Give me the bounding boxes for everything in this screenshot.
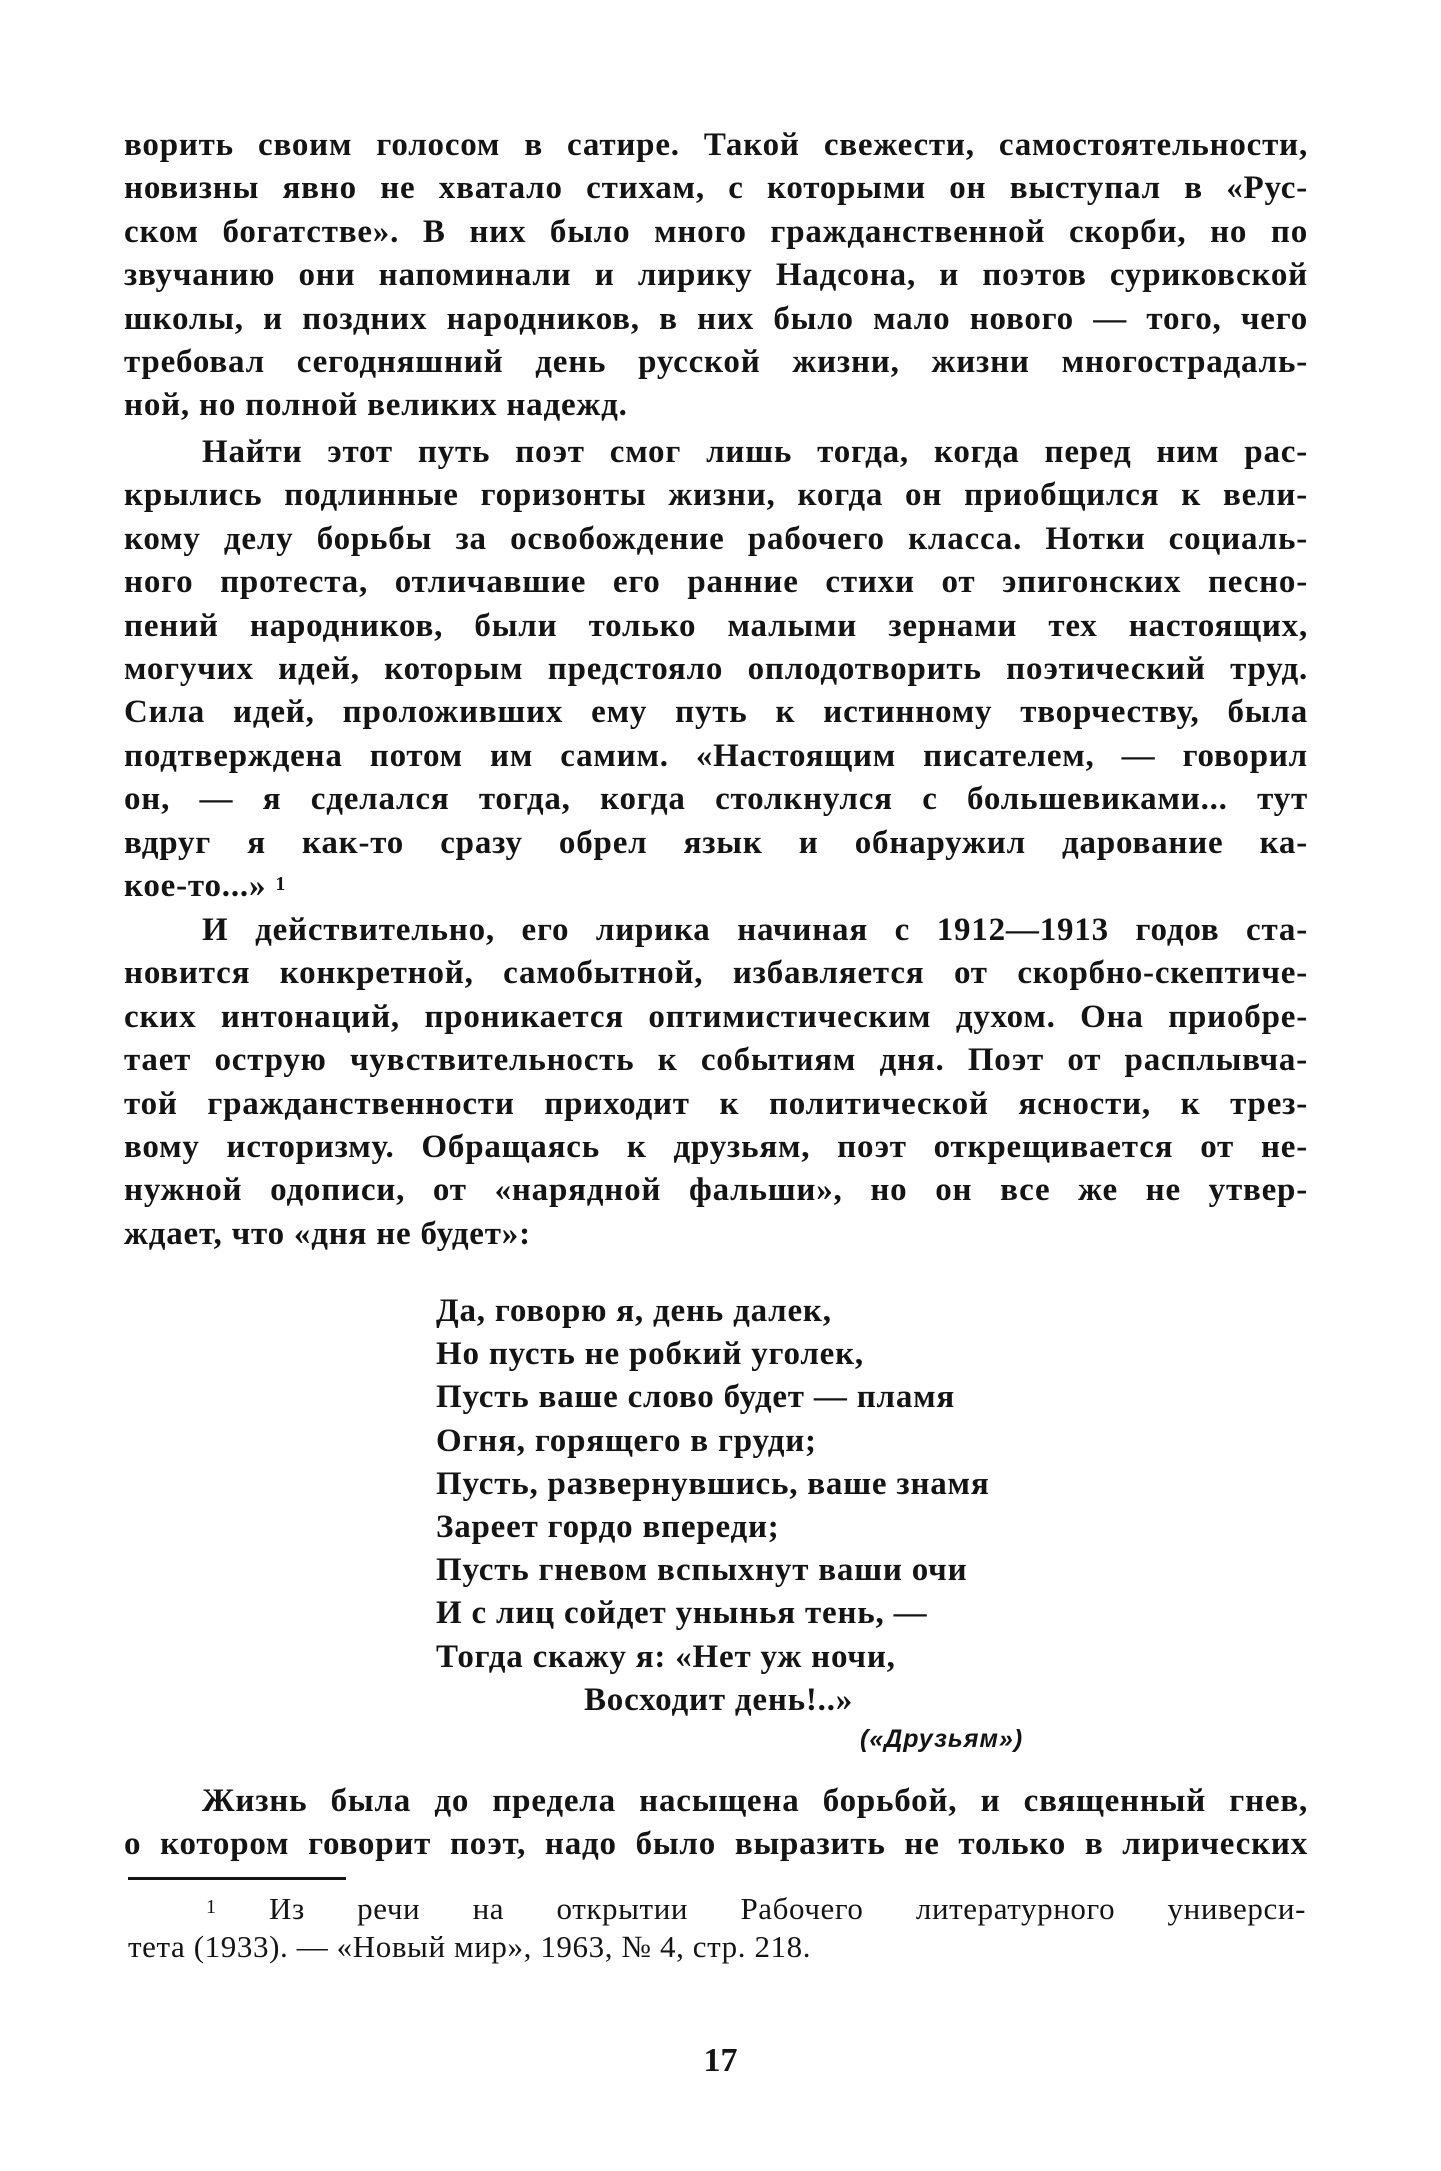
text-line: Найти этот путь поэт смог лишь тогда, когда перед ним рас- — [202, 434, 1308, 470]
text-line: кому делу борьбы за освобождение рабочего класса. Нотки социаль- — [124, 520, 1308, 557]
text-line: требовал сегодняшний день русской жизни, жизни многострадаль- — [124, 344, 1308, 381]
poem-line: Зареет гордо впереди; — [436, 1509, 780, 1546]
paragraph-2 — [124, 431, 1308, 908]
text-line: Сила идей, проложивших ему путь к истинному творчеству, была — [124, 694, 1308, 731]
poem-final-line: Восходит день!..» — [584, 1681, 854, 1718]
text-line: ском богатстве». В них было много гражданственной скорби, но по — [124, 213, 1308, 250]
page-number: 17 — [703, 2042, 738, 2079]
poem-line: Тогда скажу я: «Нет уж ночи, — [436, 1638, 896, 1675]
poem-line: Пусть ваше слово будет — пламя — [436, 1379, 956, 1416]
text-line: тает острую чувствительность к событиям дня. Поэт от расплывча- — [124, 1042, 1308, 1079]
text-line: о котором говорит поэт, надо было выразить не только в лирических — [124, 1826, 1308, 1863]
text-line: Жизнь была до предела насыщена борьбой, и священный гнев, — [202, 1783, 1308, 1819]
footnote-line: тета (1933). — «Новый мир», 1963, № 4, стр. 218. — [128, 1929, 812, 1964]
paragraph-4 — [124, 1780, 1308, 1867]
text-line: пений народников, были только малыми зернами тех настоящих, — [124, 607, 1308, 644]
text-line: ворить своим голосом в сатире. Такой свежести, самостоятельности, — [124, 127, 1308, 163]
poem-quote — [436, 1290, 990, 1722]
text-line: новится конкретной, самобытной, избавляется от скорбно-скептиче- — [124, 955, 1308, 992]
paragraph-1 — [124, 124, 1308, 428]
footnote-reference: 1 — [275, 873, 287, 896]
footnote-text: Из речи на открытии Рабочего литературного универси- — [268, 1891, 1306, 1926]
text-line: крылись подлинные горизонты жизни, когда он приобщился к вели- — [124, 477, 1308, 514]
text-line: вдруг я как-то сразу обрел язык и обнаружил дарование ка- — [124, 824, 1308, 861]
text-line: вому историзму. Обращаясь к друзьям, поэт открещивается от не- — [124, 1129, 1308, 1166]
text-line: нужной одописи, от «нарядной фальши», но он все же не утвер- — [124, 1172, 1308, 1209]
text-line: он, — я сделался тогда, когда столкнулся с большевиками... тут — [124, 781, 1308, 818]
poem-line: Но пусть не робкий уголек, — [436, 1336, 864, 1373]
text-line: той гражданственности приходит к политической ясности, к трез- — [124, 1085, 1308, 1122]
text-line-content: кое-то...» — [124, 868, 267, 905]
text-line: могучих идей, которым предстояло оплодотворить поэтический труд. — [124, 651, 1308, 688]
poem-line: Да, говорю я, день далек, — [436, 1293, 832, 1329]
text-line: И действительно, его лирика начиная с 1912—1913 годов ста- — [202, 912, 1308, 948]
poem-line: Пусть гневом вспыхнут ваши очи — [436, 1552, 968, 1589]
footnote-mark: 1 — [206, 1896, 217, 1918]
paragraph-3 — [124, 909, 1308, 1256]
text-line: школы, и поздних народников, в них было мало нового — того, чего — [124, 300, 1308, 337]
footnote-divider — [128, 1877, 346, 1880]
poem-line: И с лиц сойдет унынья тень, — — [436, 1595, 928, 1632]
text-line: новизны явно не хватало стихам, с которыми он выступал в «Рус- — [124, 170, 1308, 207]
poem-source: («Друзьям») — [860, 1725, 1024, 1753]
footnote — [128, 1890, 1306, 1966]
footnote-line — [128, 1890, 1306, 1928]
text-line — [124, 865, 1308, 908]
text-line: ских интонаций, проникается оптимистическим духом. Она приобре- — [124, 998, 1308, 1035]
text-line: ной, но полной великих надежд. — [124, 387, 628, 424]
text-line: подтверждена потом им самим. «Настоящим писателем, — говорил — [124, 737, 1308, 774]
text-line: звучанию они напоминали и лирику Надсона, и поэтов суриковской — [124, 257, 1308, 294]
text-line: ждает, что «дня не будет»: — [124, 1215, 531, 1252]
poem-line: Огня, горящего в груди; — [436, 1422, 817, 1459]
text-line: ного протеста, отличавшие его ранние стихи от эпигонских песно- — [124, 564, 1308, 601]
poem-line: Пусть, развернувшись, ваше знамя — [436, 1465, 990, 1502]
